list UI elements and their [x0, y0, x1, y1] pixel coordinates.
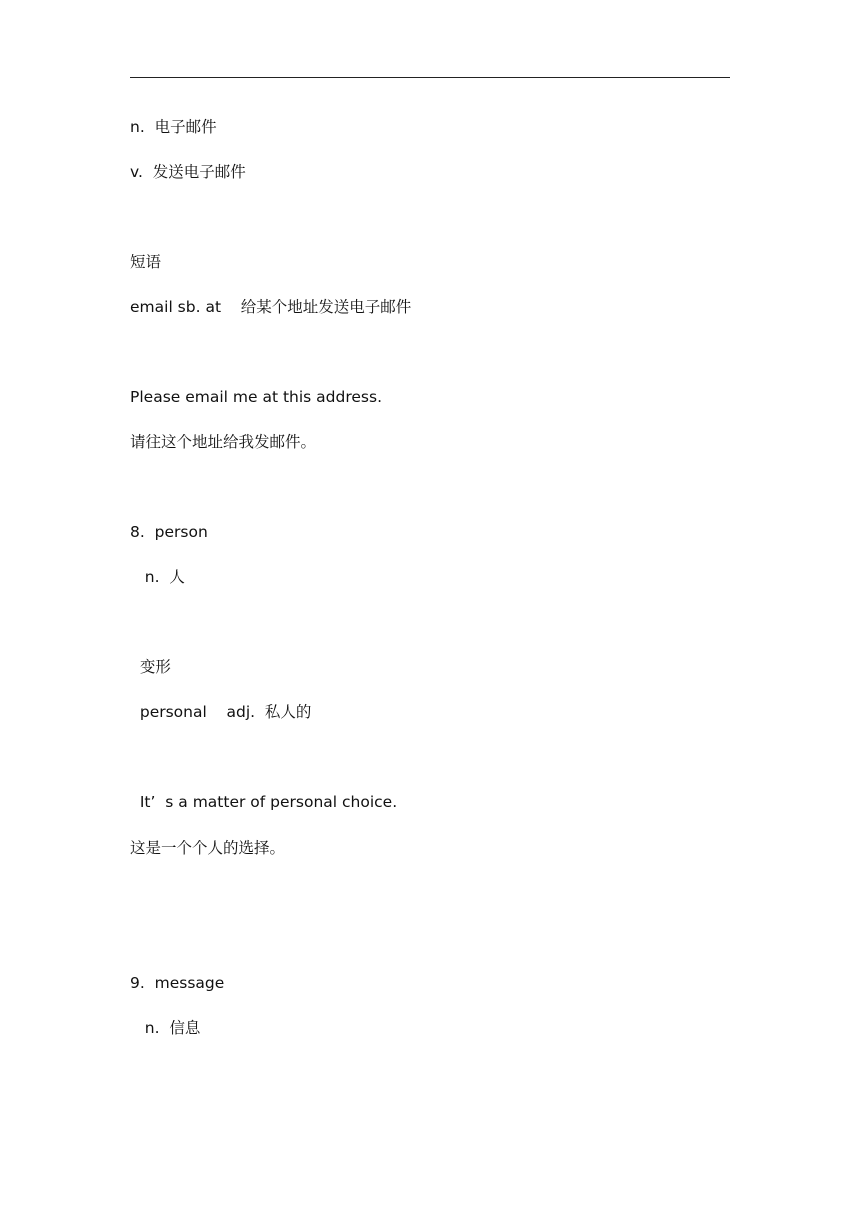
phrase-entry: email sb. at 给某个地址发送电子邮件	[130, 298, 412, 316]
example-sentence-zh: 这是一个个人的选择。	[130, 839, 286, 857]
header-rule	[130, 77, 730, 78]
vocab-heading-person: 8. person	[130, 523, 208, 541]
variant-entry-personal: personal adj. 私人的	[130, 703, 312, 721]
definition-noun-email: n. 电子邮件	[130, 118, 217, 136]
section-heading-phrase: 短语	[130, 253, 162, 271]
definition-verb-email: v. 发送电子邮件	[130, 163, 246, 181]
vocab-heading-message: 9. message	[130, 974, 225, 992]
example-sentence-en: Please email me at this address.	[130, 388, 382, 406]
definition-noun-message: n. 信息	[130, 1019, 201, 1037]
section-heading-variant: 变形	[130, 658, 171, 676]
example-sentence-en: It’ s a matter of personal choice.	[130, 793, 398, 811]
example-sentence-zh: 请往这个地址给我发邮件。	[130, 433, 317, 451]
definition-noun-person: n. 人	[130, 568, 185, 586]
